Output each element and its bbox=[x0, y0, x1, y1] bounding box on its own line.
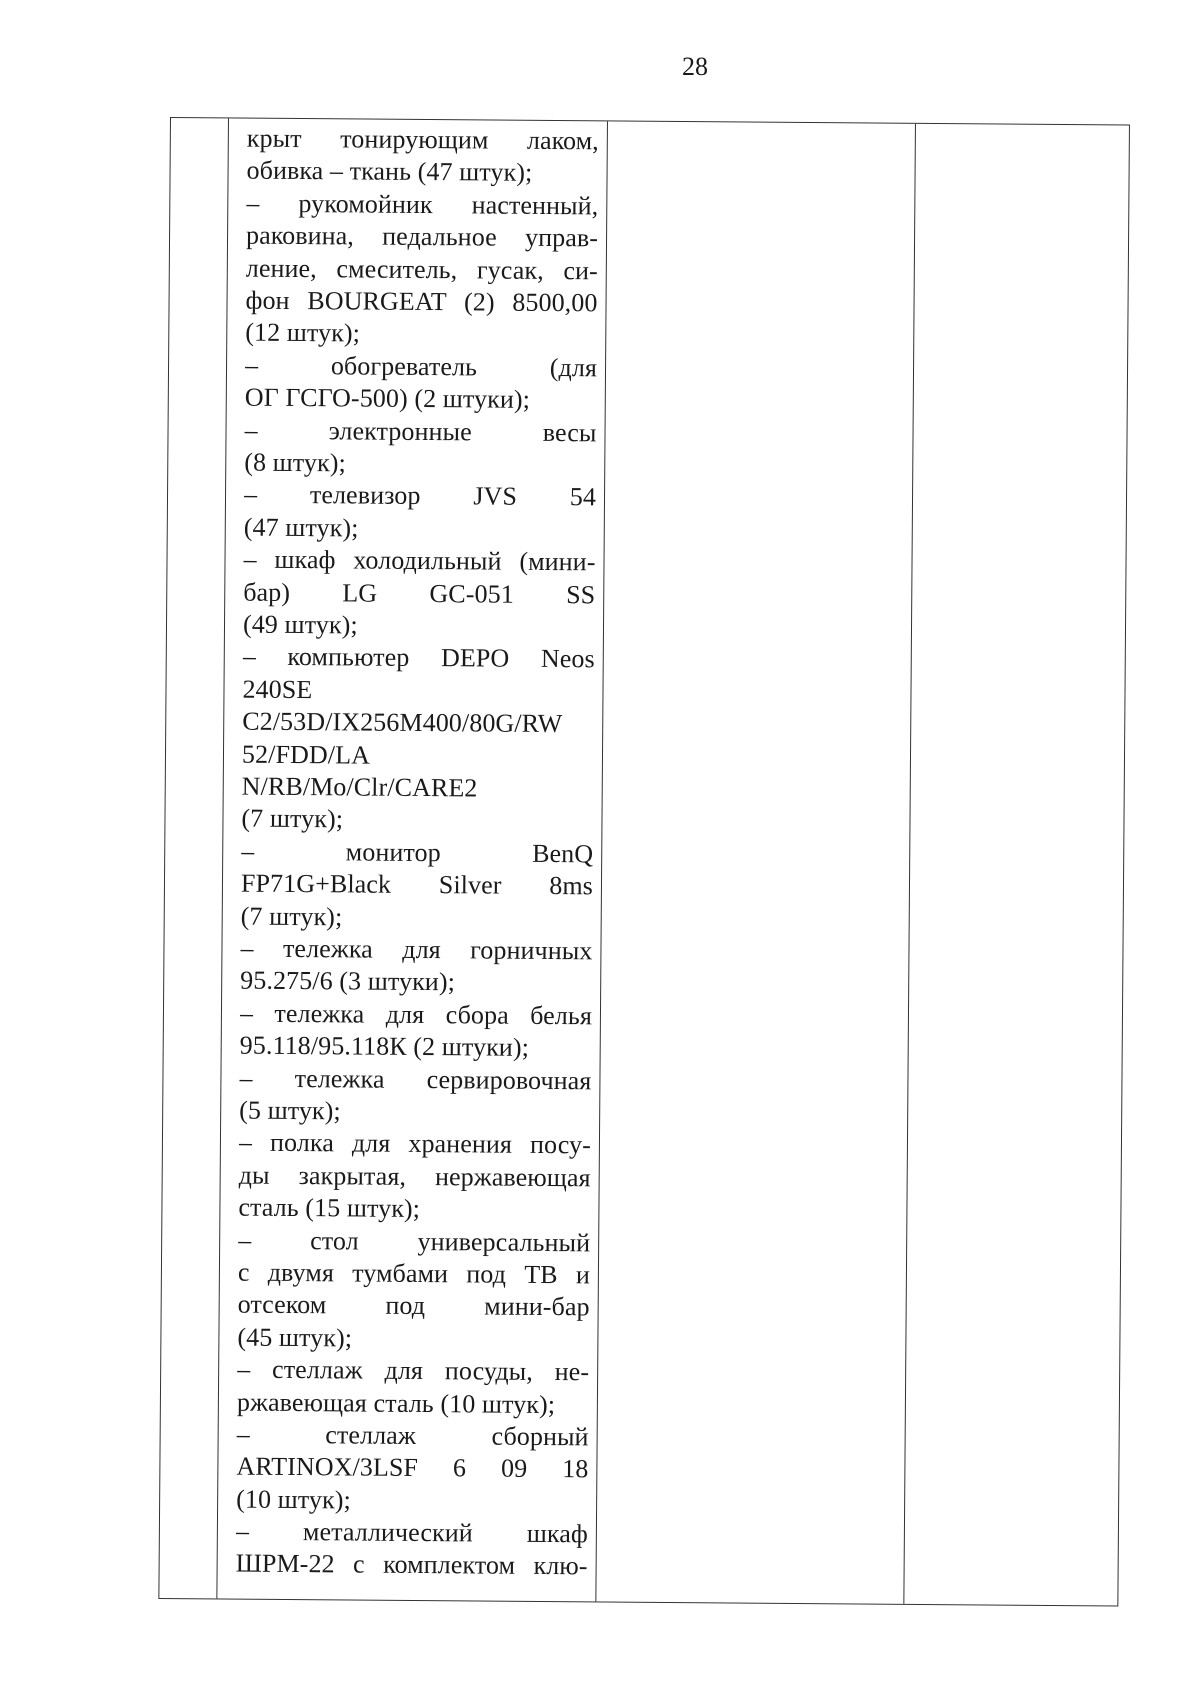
description-line: 52/FDD/LA bbox=[241, 739, 371, 770]
description-line: с двумя тумбами под ТВ и bbox=[237, 1257, 591, 1290]
description-line: – электронные весы bbox=[244, 415, 597, 447]
description-line: – рукомойник настенный, bbox=[246, 188, 599, 221]
description-line: ление, смеситель, гусак, си- bbox=[245, 253, 598, 285]
description-line: – обогреватель (для bbox=[244, 350, 598, 383]
document-table bbox=[158, 117, 1130, 1606]
description-line: раковина, педальное управ- bbox=[245, 220, 599, 253]
description-line: ОГ ГСГО-500) (2 штуки); bbox=[244, 382, 531, 414]
description-line: – шкаф холодильный (мини- bbox=[243, 544, 596, 577]
description-line: (47 штук); bbox=[243, 512, 359, 543]
description-line: 95.275/6 (3 штуки); bbox=[240, 965, 456, 997]
description-line: 240SE bbox=[242, 674, 313, 704]
description-line: N/RB/Mo/Clr/CARE2 bbox=[241, 771, 478, 803]
column-divider-1 bbox=[216, 118, 229, 1598]
description-line: (7 штук); bbox=[241, 803, 344, 834]
description-line: – тележка для сбора белья bbox=[239, 998, 593, 1031]
description-line: ды закрытая, нержавеющая bbox=[238, 1160, 591, 1193]
description-line: (8 штук); bbox=[244, 447, 347, 478]
description-line: бар) LG GC-051 SS bbox=[243, 577, 596, 609]
description-line: – телевизор JVS 54 bbox=[243, 479, 597, 512]
description-line: – стеллаж сборный bbox=[236, 1419, 589, 1452]
equipment-description-cell bbox=[236, 123, 599, 1584]
description-line: (7 штук); bbox=[240, 901, 343, 931]
description-line: (45 штук); bbox=[237, 1322, 353, 1353]
description-line: – тележка для горничных bbox=[240, 933, 593, 966]
column-divider-3 bbox=[903, 124, 916, 1604]
description-line: – монитор BenQ bbox=[241, 836, 594, 869]
description-line: ШРМ-22 с комплектом клю- bbox=[235, 1549, 588, 1581]
description-line: C2/53D/IX256M400/80G/RW bbox=[242, 706, 563, 739]
description-line: 95.118/95.118К (2 штуки); bbox=[239, 1030, 530, 1062]
description-line: (5 штук); bbox=[239, 1095, 341, 1126]
description-line: ARTINOX/3LSF 6 09 18 bbox=[236, 1451, 589, 1484]
description-line: ржавеющая сталь (10 штук); bbox=[236, 1387, 556, 1419]
description-line: (12 штук); bbox=[245, 317, 361, 348]
description-line: крыт тонирующим лаком, bbox=[246, 123, 599, 156]
description-line: – металлический шкаф bbox=[235, 1516, 588, 1549]
description-line: – стол универсальный bbox=[238, 1225, 591, 1257]
description-line: FP71G+Black Silver 8ms bbox=[240, 868, 594, 901]
description-line: (49 штук); bbox=[242, 609, 358, 640]
description-line: – полка для хранения посу- bbox=[238, 1127, 592, 1160]
description-line: – стеллаж для посуды, не- bbox=[237, 1354, 590, 1387]
description-line: (10 штук); bbox=[236, 1484, 351, 1515]
description-line: отсеком под мини-бар bbox=[237, 1289, 590, 1322]
page-number: 28 bbox=[682, 52, 708, 81]
description-line: – тележка сервировочная bbox=[239, 1063, 592, 1095]
description-line: обивка – ткань (47 штук); bbox=[246, 155, 533, 188]
description-line: фон BOURGEAT (2) 8500,00 bbox=[245, 285, 598, 318]
description-line: – компьютер DEPO Neos bbox=[242, 641, 595, 674]
description-line: сталь (15 штук); bbox=[238, 1192, 421, 1224]
